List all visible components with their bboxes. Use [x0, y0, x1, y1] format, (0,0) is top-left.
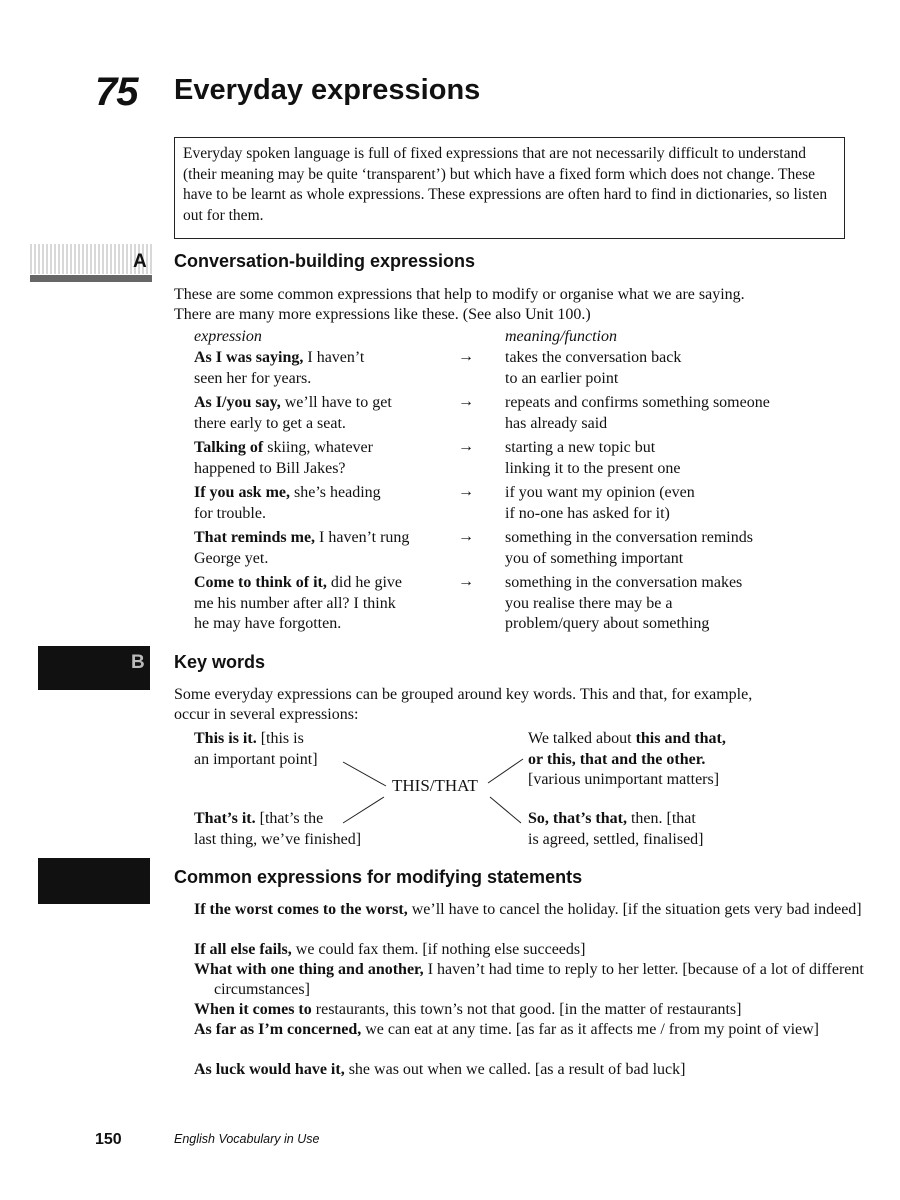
section-b-intro-2: occur in several expressions:	[174, 706, 359, 723]
meaning-text: starting a new topic but	[505, 439, 656, 456]
expression-text: did he give	[326, 574, 402, 591]
modifier-item	[194, 960, 874, 1000]
expression-text: she was out when we called. [as a result of bad luck]	[344, 1061, 686, 1078]
arrow-icon: →	[458, 483, 474, 500]
connector-line	[490, 797, 521, 823]
intro-box: Everyday spoken language is full of fixed expressions that are not necessarily difficult to understand (their meaning may be quite ‘transparent’) but which have a fixed form which does not change. These have to be learnt as whole expressions. These expressions are often hard to find in dictionaries, so listen out for them.	[174, 137, 845, 239]
expression-text: we’ll have to cancel the holiday. [if the situation gets very bad indeed]	[407, 901, 862, 918]
expression-text: [various unimportant matters]	[528, 771, 720, 788]
modifier-item	[194, 900, 874, 920]
section-c-tab	[38, 858, 150, 904]
expression-text: George yet.	[194, 549, 269, 567]
expression-key: As I was saying,	[194, 349, 304, 366]
meaning-text: if you want my opinion (even	[505, 484, 695, 501]
meaning-text: if no-one has asked for it)	[505, 504, 670, 522]
expression-text: seen her for years.	[194, 369, 312, 387]
arrow-icon: →	[458, 348, 474, 365]
expression-text: we could fax them. [if nothing else succeeds]	[291, 941, 586, 958]
expression-key: If the worst comes to the worst,	[194, 901, 408, 918]
page-number: 150	[95, 1131, 122, 1148]
section-b-title: Key words	[174, 652, 266, 672]
column-head-meaning: meaning/function	[505, 328, 617, 345]
expression-text: [this is	[256, 730, 304, 747]
book-title: English Vocabulary in Use	[174, 1132, 320, 1146]
expression-text: restaurants, this town’s not that good. [in the matter of restaurants]	[311, 1001, 742, 1018]
meaning-text: something in the conversation reminds	[505, 529, 753, 546]
section-a-intro-2: There are many more expressions like these. (See also Unit 100.)	[174, 306, 591, 323]
keyword-center: THIS/THAT	[392, 776, 478, 795]
expression-key: Come to think of it,	[194, 574, 327, 591]
meaning-text: has already said	[505, 414, 608, 432]
arrow-icon: →	[458, 528, 474, 545]
expression-text: is agreed, settled, finalised]	[528, 830, 704, 848]
section-c-title: Common expressions for modifying statements	[174, 867, 583, 887]
modifier-item	[194, 1000, 874, 1020]
connector-line	[343, 797, 384, 823]
expression-text: happened to Bill Jakes?	[194, 459, 346, 477]
section-a-intro-1: These are some common expressions that help to modify or organise what we are saying.	[174, 286, 745, 303]
section-a-letter: A	[133, 251, 147, 272]
expression-text: We talked about	[528, 730, 636, 747]
expression-key: That’s it.	[194, 810, 256, 827]
expression-key: If all else fails,	[194, 941, 292, 958]
expression-text: last thing, we’ve finished]	[194, 830, 362, 848]
page-title: Everyday expressions	[174, 74, 481, 106]
meaning-text: something in the conversation makes	[505, 574, 743, 591]
expression-text: then. [that	[626, 810, 696, 827]
column-head-expression: expression	[194, 328, 262, 345]
expression-key: Talking of	[194, 439, 264, 456]
connector-line	[343, 762, 386, 786]
meaning-text: takes the conversation back	[505, 349, 682, 366]
expression-text: me his number after all? I think	[194, 594, 396, 612]
meaning-text: you realise there may be a	[505, 594, 673, 612]
arrow-icon: →	[458, 438, 474, 455]
expression-text: I haven’t had time to reply to her letter. [because of a lot of different circumstances]	[214, 961, 864, 998]
expression-text: for trouble.	[194, 504, 266, 522]
meaning-text: to an earlier point	[505, 369, 619, 387]
expression-key: That reminds me,	[194, 529, 316, 546]
expression-text: he may have forgotten.	[194, 615, 342, 632]
arrow-icon: →	[458, 573, 474, 590]
expression-key: This is it.	[194, 730, 257, 747]
expression-text: she’s heading	[290, 484, 381, 501]
unit-number: 75	[95, 70, 138, 114]
expression-key: As I/you say,	[194, 394, 281, 411]
expression-key: When it comes to	[194, 1001, 312, 1018]
meaning-text: repeats and confirms something someone	[505, 394, 770, 411]
modifier-item	[194, 1020, 874, 1040]
expression-key: this and that,	[635, 730, 726, 747]
expression-text: we’ll have to get	[280, 394, 392, 411]
expression-text: I haven’t rung	[315, 529, 410, 546]
meaning-text: problem/query about something	[505, 615, 710, 632]
connector-line	[488, 759, 523, 783]
section-b-intro-1: Some everyday expressions can be grouped around key words. This and that, for example,	[174, 686, 753, 703]
expression-text: there early to get a seat.	[194, 414, 346, 432]
section-b-letter: B	[131, 652, 145, 673]
arrow-icon: →	[458, 393, 474, 410]
expression-text: we can eat at any time. [as far as it affects me / from my point of view]	[361, 1021, 819, 1038]
modifier-item	[194, 940, 874, 960]
modifier-item	[194, 1060, 874, 1080]
expression-text: skiing, whatever	[263, 439, 373, 456]
meaning-text: you of something important	[505, 549, 684, 567]
expression-key: So, that’s that,	[528, 810, 627, 827]
expression-text: an important point]	[194, 750, 318, 768]
expression-text: [that’s the	[255, 810, 324, 827]
expression-text: I haven’t	[303, 349, 365, 366]
expression-key: or this, that and the other.	[528, 750, 706, 768]
section-a-title: Conversation-building expressions	[174, 251, 476, 271]
expression-key: What with one thing and another,	[194, 961, 424, 978]
expression-key: As luck would have it,	[194, 1061, 345, 1078]
expression-key: As far as I’m concerned,	[194, 1021, 362, 1038]
expression-key: If you ask me,	[194, 484, 291, 501]
meaning-text: linking it to the present one	[505, 459, 681, 477]
